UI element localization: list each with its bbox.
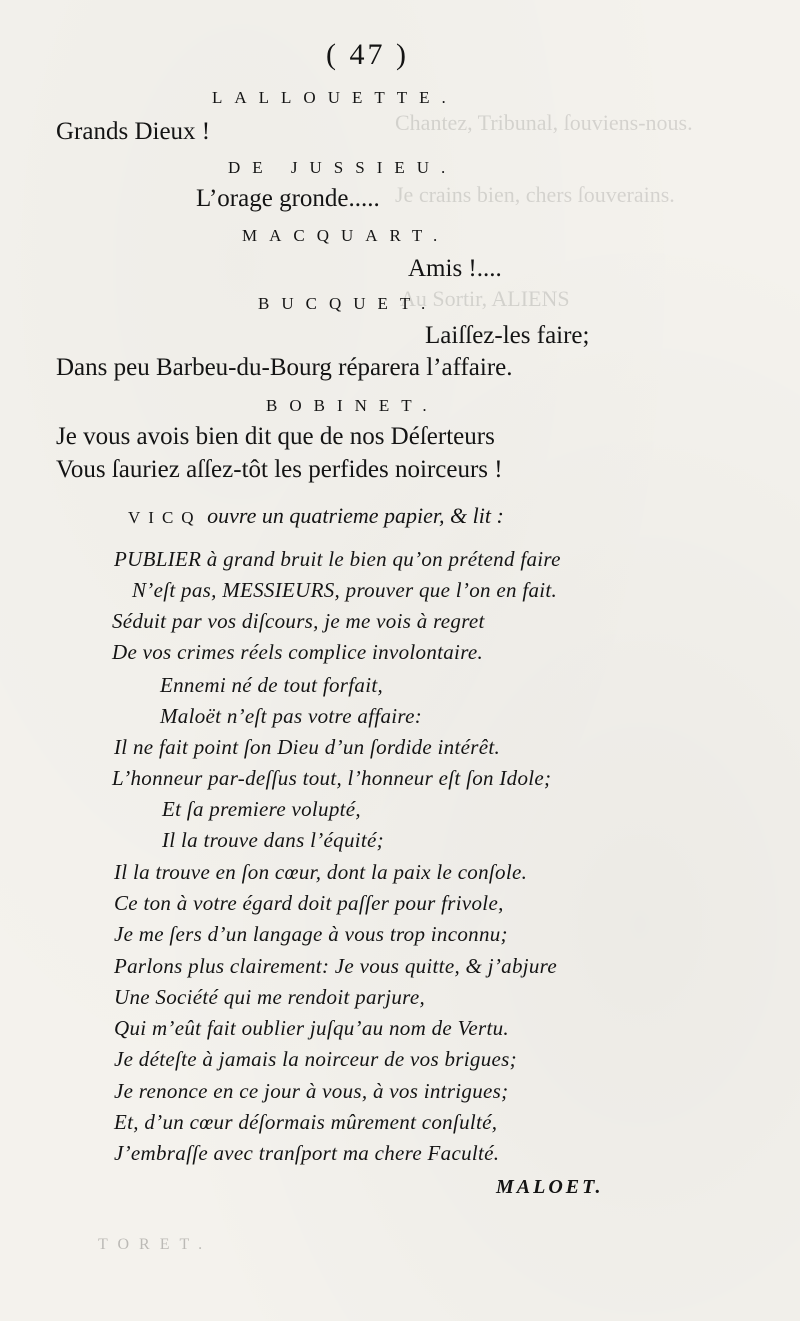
verse-line: Grands Dieux ! bbox=[56, 118, 211, 145]
stage-direction bbox=[128, 503, 504, 529]
verse-line: Amis !.... bbox=[408, 255, 502, 282]
letter-line: Il ne fait point ſon Dieu d’un ſordide intérêt. bbox=[114, 735, 501, 759]
letter-line: Je renonce en ce jour à vous, à vos intrigues; bbox=[114, 1079, 509, 1103]
letter-line: Qui m’eût fait oublier juſqu’au nom de Vertu. bbox=[114, 1016, 509, 1040]
speaker-macquart: MACQUART. bbox=[242, 226, 450, 245]
letter-line: PUBLIER à grand bruit le bien qu’on prétend faire bbox=[114, 547, 561, 571]
speaker-bucquet: BUCQUET. bbox=[258, 294, 438, 313]
verse-line: L’orage gronde..... bbox=[196, 185, 380, 212]
letter-line: N’eſt pas, MESSIEURS, prouver que l’on en fait. bbox=[132, 578, 558, 602]
letter-line: Séduit par vos diſcours, je me vois à regret bbox=[112, 609, 485, 633]
letter-line: Je déteſte à jamais la noirceur de vos brigues; bbox=[114, 1047, 517, 1071]
letter-line: De vos crimes réels complice involontaire. bbox=[112, 640, 484, 664]
catchword: TORET. bbox=[98, 1236, 213, 1253]
signature: MALOET. bbox=[496, 1176, 604, 1198]
verse-line: Vous ſauriez aſſez-tôt les perfides noirceurs ! bbox=[56, 456, 503, 483]
stage-direction-text: ouvre un quatrieme papier, & lit : bbox=[207, 503, 504, 528]
letter-line: Une Société qui me rendoit parjure, bbox=[114, 985, 426, 1009]
verse-line: Laiſſez-les faire; bbox=[425, 322, 590, 349]
letter-line: Parlons plus clairement: Je vous quitte, & j’abjure bbox=[114, 954, 558, 978]
letter-line: Et, d’un cœur déſormais mûrement conſulté, bbox=[114, 1110, 498, 1134]
letter-line: Il la trouve dans l’équité; bbox=[162, 828, 384, 852]
letter-line: Ennemi né de tout forfait, bbox=[160, 673, 384, 697]
letter-line: L’honneur par-deſſus tout, l’honneur eſt ſon Idole; bbox=[112, 766, 552, 790]
letter-line: Et ſa premiere volupté, bbox=[162, 797, 361, 821]
letter-line: Il la trouve en ſon cœur, dont la paix le conſole. bbox=[114, 860, 528, 884]
speaker-bobinet: BOBINET. bbox=[266, 396, 439, 415]
letter-line: Je me ſers d’un langage à vous trop inconnu; bbox=[114, 922, 508, 946]
speaker-de-jussieu: DE JUSSIEU. bbox=[228, 158, 458, 177]
letter-line: Ce ton à votre égard doit paſſer pour frivole, bbox=[114, 891, 504, 915]
letter-line: Maloët n’eſt pas votre affaire: bbox=[160, 704, 423, 728]
book-page: Chantez, Tribunal, ſouviens-nous. Je crains bien, chers ſouverains. Au Sortir, ALIENS ( 47 ) LALLOUETTE. Grands Dieux ! DE JUSSIEU. L’orage gronde..... MACQUART. Amis !.... BUCQUET. Laiſſez-les faire; Dans peu Barbeu-du-Bourg réparera l’affaire. BOBINET. Je vous avois bien dit que de nos Déſerteurs Vous ſauriez aſſez-tôt les perfides noirceurs ! VICQ ouvre un quatrieme papier, & lit : PUBLIER à grand bruit le bien qu’on prétend faire N’eſt pas, MESSIEURS, prouver que l’on en fait. Séduit par vos diſcours, je me vois à regret De vos crimes réels complice involontaire. Ennemi né de tout forfait, Maloët n’eſt pas votre affaire: Il ne fait point ſon Dieu d’un ſordide intérêt. L’honneur par-deſſus tout, l’honneur eſt ſon Idole; Et ſa premiere volupté, Il la trouve dans l’équité; Il la trouve en ſon cœur, dont la paix le conſole. Ce ton à votre égard doit paſſer pour frivole, Je me ſers d’un langage à vous trop inconnu; Parlons plus clairement: Je vous quitte, & j’abjure Une Société qui me rendoit parjure, Qui m’eût fait oublier juſqu’au nom de Vertu. Je déteſte à jamais la noirceur de vos brigues; Je renonce en ce jour à vous, à vos intrigues; Et, d’un cœur déſormais mûrement conſulté, J’embraſſe avec tranſport ma chere Faculté. MALOET. TORET. bbox=[0, 0, 800, 1321]
page-number: ( 47 ) bbox=[326, 38, 409, 71]
stage-direction-speaker: VICQ bbox=[128, 508, 202, 527]
verse-line: Je vous avois bien dit que de nos Déſerteurs bbox=[56, 423, 495, 450]
speaker-lallouette: LALLOUETTE. bbox=[212, 88, 458, 107]
letter-line: J’embraſſe avec tranſport ma chere Faculté. bbox=[114, 1141, 500, 1165]
verse-line: Dans peu Barbeu-du-Bourg réparera l’affaire. bbox=[56, 354, 513, 381]
